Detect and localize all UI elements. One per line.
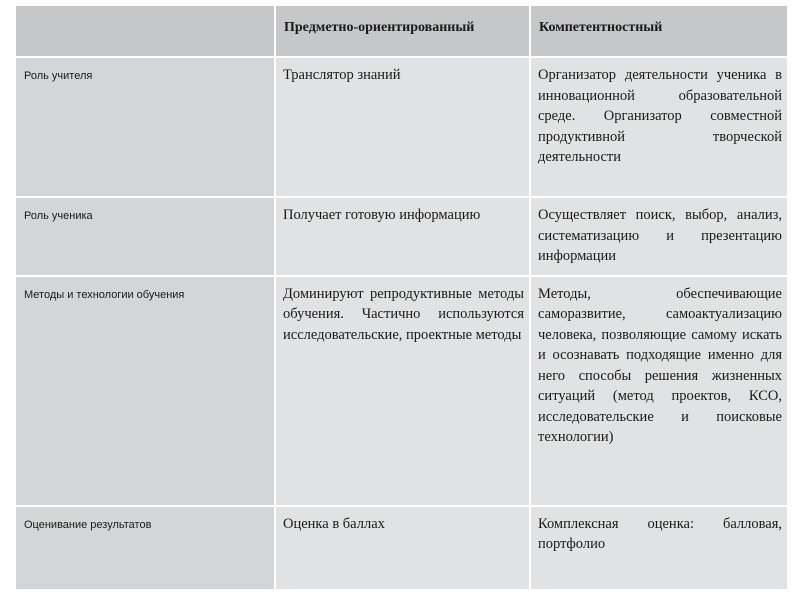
row-label-teacher-role: Роль учителя <box>15 57 275 197</box>
table-row <box>15 276 788 506</box>
cell-subject-assessment: Оценка в баллах <box>275 506 530 590</box>
header-subject-oriented: Предметно-ориентированный <box>275 5 530 57</box>
cell-competence-teacher-role: Организатор деятельности ученика в инновационной образовательной среде. Организатор совместной продуктивной творческой деятельности <box>530 57 788 197</box>
row-label-methods: Методы и технологии обучения <box>15 276 275 506</box>
header-competence-based: Компетентностный <box>530 5 788 57</box>
table-header-row <box>15 5 788 57</box>
row-label-assessment: Оценивание результатов <box>15 506 275 590</box>
cell-subject-methods: Доминируют репродуктивные методы обучения. Частично используются исследовательские, проектные методы <box>275 276 530 506</box>
cell-subject-teacher-role: Транслятор знаний <box>275 57 530 197</box>
cell-competence-assessment: Комплексная оценка: балловая, портфолио <box>530 506 788 590</box>
cell-subject-student-role: Получает готовую информацию <box>275 197 530 276</box>
header-corner-cell <box>15 5 275 57</box>
cell-competence-methods: Методы, обеспечивающие саморазвитие, самоактуализацию человека, позволяющие самому искать и осознавать подходящие именно для него способы решения жизненных ситуаций (метод проектов, КСО, исследовательские и поисковые технологии) <box>530 276 788 506</box>
row-label-student-role: Роль ученика <box>15 197 275 276</box>
cell-competence-student-role: Осуществляет поиск, выбор, анализ, систематизацию и презентацию информации <box>530 197 788 276</box>
table-row <box>15 197 788 276</box>
table-row <box>15 506 788 590</box>
comparison-table <box>14 4 789 591</box>
table-row <box>15 57 788 197</box>
